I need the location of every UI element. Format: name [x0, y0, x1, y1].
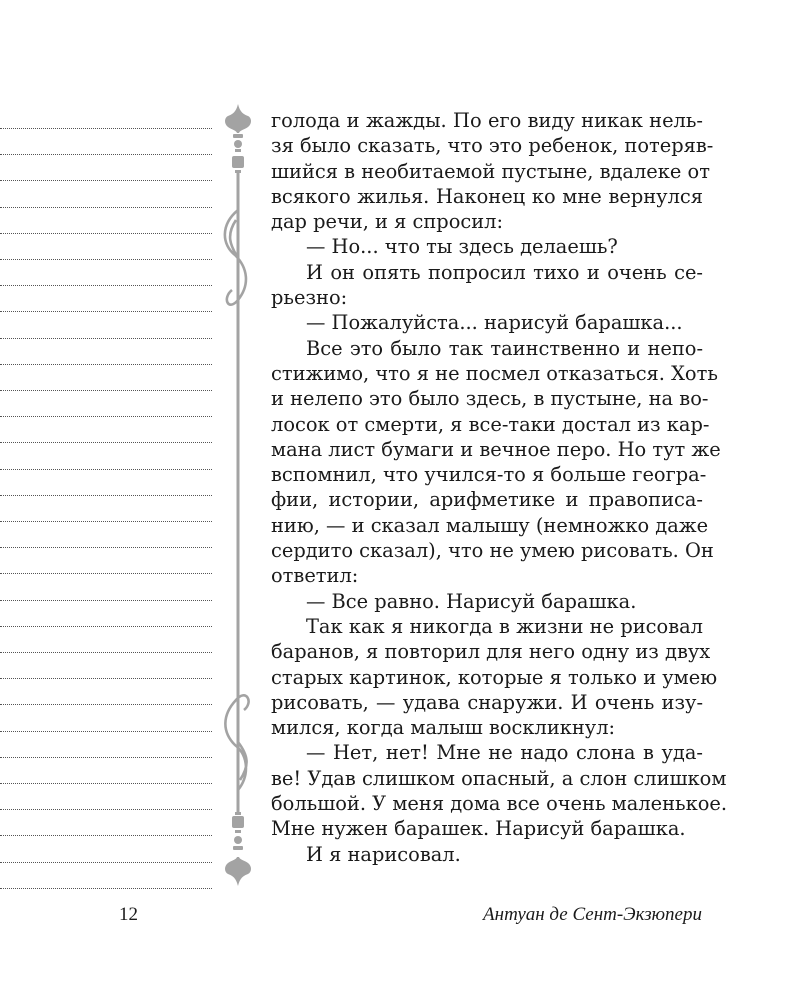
text-line: стижимо, что я не посмел отказаться. Хоть: [271, 361, 718, 385]
text-line: фии, истории, арифметике и правописа-: [271, 488, 703, 512]
text-line: голода и жажды. По его виду никак нель-: [271, 109, 703, 132]
decorative-vine-ornament: [210, 100, 266, 890]
bottom-finial-ornament: [225, 857, 251, 886]
text-line: И я нарисовал.: [306, 842, 461, 866]
text-line: всякого жилья. Наконец ко мне вернулся: [271, 184, 703, 208]
note-line: [0, 259, 212, 260]
text-line: — Нет, нет! Мне не надо слона в уда-: [306, 741, 703, 765]
note-line: [0, 469, 212, 470]
text-line: мана лист бумаги и вечное перо. Но тут же: [271, 437, 721, 461]
body-text: [271, 108, 728, 867]
note-line: [0, 390, 212, 391]
text-line: баранов, я повторил для него одну из двух: [271, 640, 711, 664]
text-line: лосок от смерти, я все-таки достал из кар-: [271, 412, 710, 436]
text-line: дар речи, и я спросил:: [271, 210, 504, 234]
note-line: [0, 128, 212, 129]
text-line: Мне нужен барашек. Нарисуй барашка.: [271, 817, 686, 841]
top-finial-ornament: [225, 104, 251, 133]
text-line: сердито сказал), что не умею рисовать. Он: [271, 539, 714, 563]
text-line: мился, когда малыш воскликнул:: [271, 716, 616, 740]
note-line: [0, 704, 212, 705]
note-line: [0, 521, 212, 522]
note-line: [0, 364, 212, 365]
text-line: рьезно:: [271, 286, 348, 310]
text-line: ве! Удав слишком опасный, а слон слишком: [271, 766, 727, 790]
note-line: [0, 180, 212, 181]
text-line: зя было сказать, что это ребенок, потеряв-: [271, 134, 714, 158]
upper-scroll-ornament: [225, 210, 246, 305]
text-line: старых картинок, которые я только и умею: [271, 665, 718, 689]
note-line: [0, 338, 212, 339]
note-line: [0, 416, 212, 417]
text-line: И он опять попросил тихо и очень се-: [306, 260, 703, 284]
note-line: [0, 600, 212, 601]
notes-ruled-lines: [0, 0, 212, 1000]
note-line: [0, 154, 212, 155]
note-line: [0, 862, 212, 863]
text-line: большой. У меня дома все очень маленькое.: [271, 792, 728, 816]
note-line: [0, 233, 212, 234]
note-line: [0, 547, 212, 548]
text-line: ответил:: [271, 564, 359, 588]
note-line: [0, 757, 212, 758]
text-line: — Но... что ты здесь делаешь?: [306, 235, 618, 259]
text-line: — Все равно. Нарисуй барашка.: [306, 589, 637, 613]
note-line: [0, 285, 212, 286]
note-line: [0, 442, 212, 443]
note-line: [0, 888, 212, 889]
text-line: нию, — и сказал малышу (немножко даже: [271, 513, 709, 537]
page-number: 12: [119, 904, 138, 925]
note-line: [0, 311, 212, 312]
text-line: Так как я никогда в жизни не рисовал: [306, 614, 703, 638]
text-line: шийся в необитаемой пустыне, вдалеке от: [271, 159, 710, 183]
note-line: [0, 783, 212, 784]
running-head-author: Антуан де Сент-Экзюпери: [483, 904, 702, 925]
text-line: — Пожалуйста... нарисуй барашка...: [306, 311, 683, 335]
note-line: [0, 626, 212, 627]
note-line: [0, 835, 212, 836]
note-line: [0, 678, 212, 679]
text-line: и нелепо это было здесь, в пустыне, на во-: [271, 387, 709, 411]
note-line: [0, 731, 212, 732]
note-line: [0, 495, 212, 496]
note-line: [0, 652, 212, 653]
note-line: [0, 207, 212, 208]
text-line: вспомнил, что учился-то я больше геогра-: [271, 463, 707, 487]
text-line: рисовать, — удава снаружи. И очень изу-: [271, 690, 703, 714]
note-line: [0, 809, 212, 810]
text-line: Все это было так таинственно и непо-: [306, 336, 703, 360]
note-line: [0, 573, 212, 574]
